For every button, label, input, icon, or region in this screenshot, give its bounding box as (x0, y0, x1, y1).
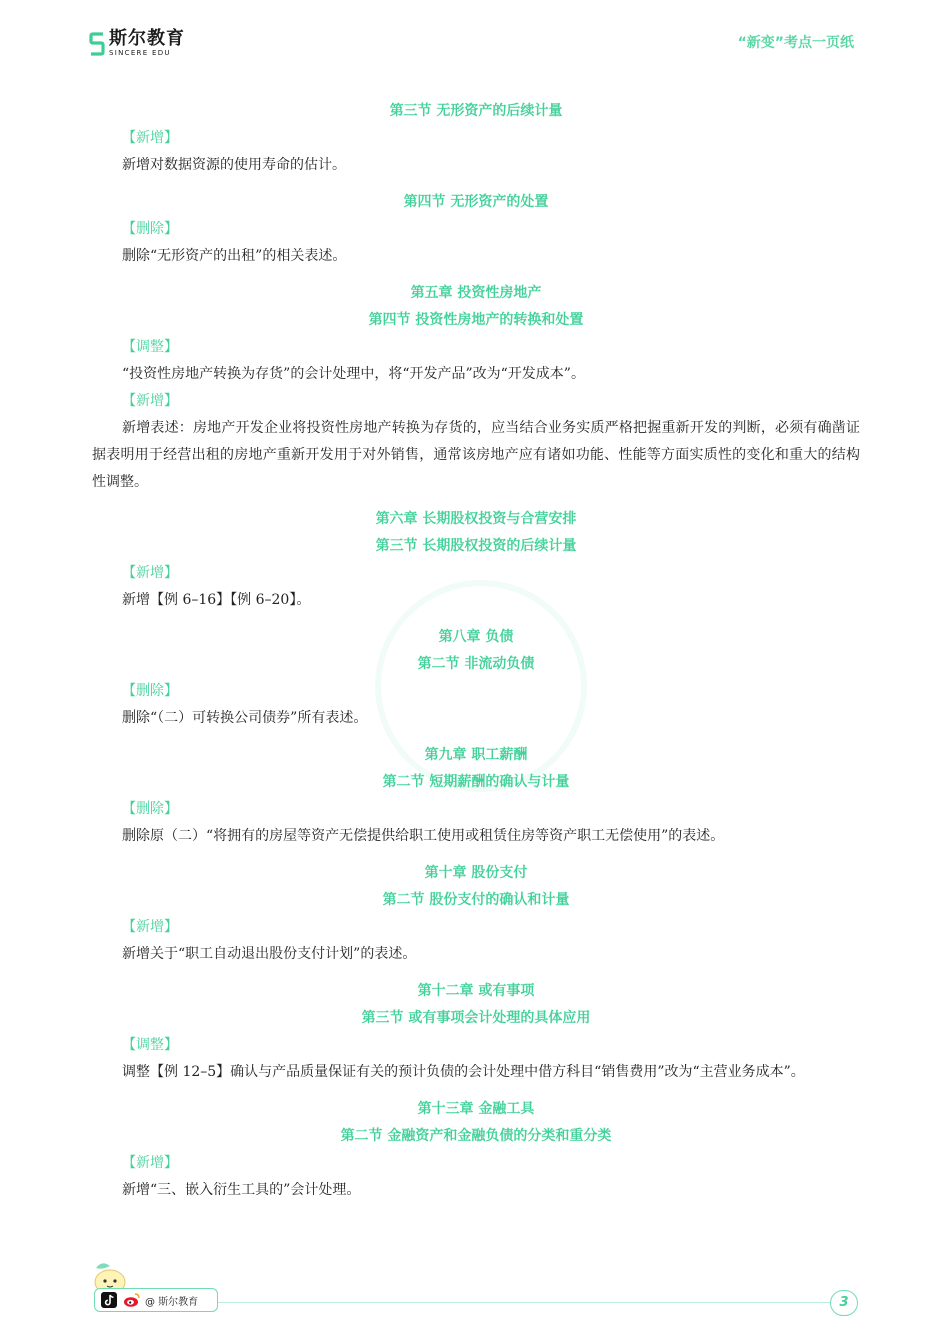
spacer (92, 614, 860, 624)
brand-name-en: SINCERE EDU (109, 49, 171, 57)
change-tag: 【调整】 (122, 339, 178, 355)
page-number: 3 (830, 1290, 858, 1316)
body-text: 新增“三、嵌入衍生工具的”会计处理。 (122, 1182, 361, 1198)
douyin-icon[interactable] (101, 1292, 117, 1308)
body-paragraph: 新增表述：房地产开发企业将投资性房地产转换为存货的，应当结合业务实质严格把握重新开发的判断，必须有确凿证据表明用于经营出租的房地产重新开发用于对外销售，通常该房地产应有诸如功能、性能等方面实质性的变化和重大的结构性调整。 (92, 420, 860, 490)
section-heading: 第二节 股份支付的确认和计量 (382, 892, 570, 908)
section-heading: 第二节 短期薪酬的确认与计量 (382, 774, 570, 790)
body-text: 新增关于“职工自动退出股份支付计划”的表述。 (122, 946, 417, 962)
section-heading: 第十三章 金融工具 (417, 1101, 535, 1117)
spacer (92, 732, 860, 742)
page-footer (0, 1250, 950, 1344)
footer-divider (218, 1302, 830, 1303)
sincere-logo-icon (89, 31, 105, 57)
body-text: 删除原（二）“将拥有的房屋等资产无偿提供给职工使用或租赁住房等资产职工无偿使用”的表述。 (122, 828, 725, 844)
brand-name-cn: 斯尔教育 (109, 28, 185, 49)
section-heading: 第八章 负债 (438, 629, 514, 645)
section-heading: 第十二章 或有事项 (417, 983, 535, 999)
brand-logo (89, 30, 185, 57)
spacer (92, 496, 860, 506)
spacer (92, 179, 860, 189)
body-text: 删除“（二）可转换公司债券”所有表述。 (122, 710, 368, 726)
section-heading: 第六章 长期股权投资与合营安排 (375, 511, 577, 527)
spacer (92, 850, 860, 860)
section-heading: 第三节 长期股权投资的后续计量 (375, 538, 577, 554)
spacer (92, 1086, 860, 1096)
change-tag: 【新增】 (122, 1155, 178, 1171)
section-heading: 第十章 股份支付 (424, 865, 528, 881)
change-tag: 【新增】 (122, 565, 178, 581)
body-text: 新增【例 6–16】【例 6–20】。 (122, 592, 311, 608)
body-text: “投资性房地产转换为存货”的会计处理中，将“开发产品”改为“开发成本”。 (122, 366, 585, 382)
section-heading: 第九章 职工薪酬 (424, 747, 528, 763)
change-tag: 【调整】 (122, 1037, 178, 1053)
change-tag: 【删除】 (122, 801, 178, 817)
social-handle: @ 斯尔教育 (145, 1296, 199, 1308)
section-heading: 第二节 非流动负债 (417, 656, 535, 672)
change-tag: 【新增】 (122, 919, 178, 935)
series-title: “新变”考点一页纸 (737, 35, 854, 51)
weibo-icon[interactable] (123, 1292, 139, 1308)
change-tag: 【删除】 (122, 683, 178, 699)
body-text: 新增对数据资源的使用寿命的估计。 (122, 157, 346, 173)
document-body (92, 98, 860, 1204)
change-tag: 【新增】 (122, 130, 178, 146)
change-tag: 【删除】 (122, 221, 178, 237)
change-tag: 【新增】 (122, 393, 178, 409)
section-heading: 第二节 金融资产和金融负债的分类和重分类 (340, 1128, 612, 1144)
section-heading: 第三节 无形资产的后续计量 (389, 103, 563, 119)
page-header (0, 0, 950, 80)
section-heading: 第五章 投资性房地产 (410, 285, 542, 301)
spacer (92, 968, 860, 978)
body-text: 删除“无形资产的出租”的相关表述。 (122, 248, 347, 264)
section-heading: 第三节 或有事项会计处理的具体应用 (361, 1010, 591, 1026)
spacer (92, 270, 860, 280)
body-paragraph: 调整【例 12–5】确认与产品质量保证有关的预计负债的会计处理中借方科目“销售费用”改为“主营业务成本”。 (122, 1064, 805, 1080)
section-heading: 第四节 投资性房地产的转换和处置 (368, 312, 584, 328)
social-links[interactable] (94, 1288, 218, 1312)
section-heading: 第四节 无形资产的处置 (403, 194, 549, 210)
